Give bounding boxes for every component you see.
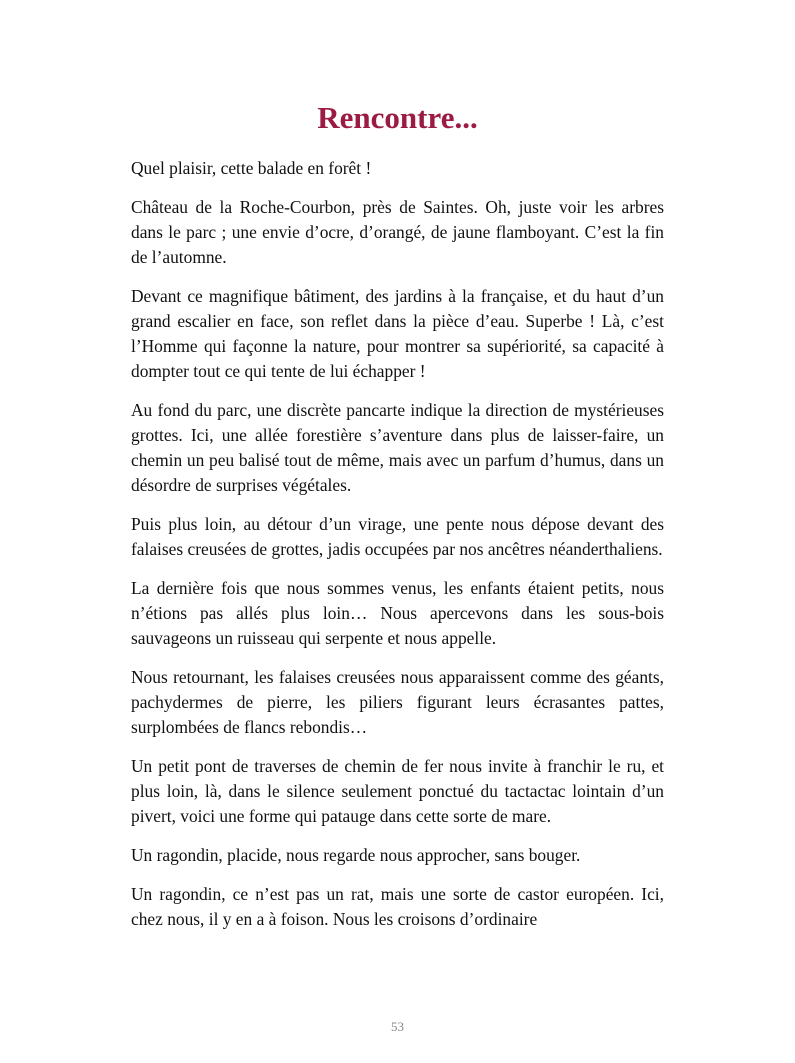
- paragraph-10: Un ragondin, ce n’est pas un rat, mais une sorte de castor européen. Ici, chez nous, il y en a à foison. Nous les croisons d’ordinaire: [131, 884, 664, 929]
- paragraph-2: Château de la Roche-Courbon, près de Saintes. Oh, juste voir les arbres dans le parc ; une envie d’ocre, d’orangé, de jaune flamboyant. C’est la fin de l’automne.: [131, 197, 664, 267]
- paragraph-7: Nous retournant, les falaises creusées nous apparaissent comme des géants, pachydermes de pierre, les piliers figurant leurs écrasantes pattes, surplombées de flancs rebondis…: [131, 667, 664, 737]
- paragraph-8: Un petit pont de traverses de chemin de fer nous invite à franchir le ru, et plus loin, là, dans le silence seulement ponctué du tactactac lointain d’un pivert, voici une forme qui patauge dans cette sorte de mare.: [131, 756, 664, 826]
- paragraph-1: Quel plaisir, cette balade en forêt !: [131, 158, 372, 178]
- paragraph-6: La dernière fois que nous sommes venus, les enfants étaient petits, nous n’étions pas allés plus loin… Nous apercevons dans les sous-bois sauvageons un ruisseau qui serpente et nous appelle.: [131, 578, 664, 648]
- paragraph-9: Un ragondin, placide, nous regarde nous approcher, sans bouger.: [131, 845, 581, 865]
- page-number: 53: [391, 1019, 404, 1034]
- chapter-body: [131, 156, 664, 946]
- paragraph-3: Devant ce magnifique bâtiment, des jardins à la française, et du haut d’un grand escalier en face, son reflet dans la pièce d’eau. Superbe ! Là, c’est l’Homme qui façonne la nature, pour montrer sa supériorité, sa capacité à dompter tout ce qui tente de lui échapper !: [131, 286, 664, 381]
- paragraph-5: Puis plus loin, au détour d’un virage, une pente nous dépose devant des falaises creusées de grottes, jadis occupées par nos ancêtres néanderthaliens.: [131, 514, 664, 559]
- chapter-title: Rencontre...: [317, 100, 478, 135]
- paragraph-4: Au fond du parc, une discrète pancarte indique la direction de mystérieuses grottes. Ici, une allée forestière s’aventure dans plus de laisser-faire, un chemin un peu balisé tout de même, mais avec un parfum d’humus, dans un désordre de surprises végétales.: [131, 400, 664, 495]
